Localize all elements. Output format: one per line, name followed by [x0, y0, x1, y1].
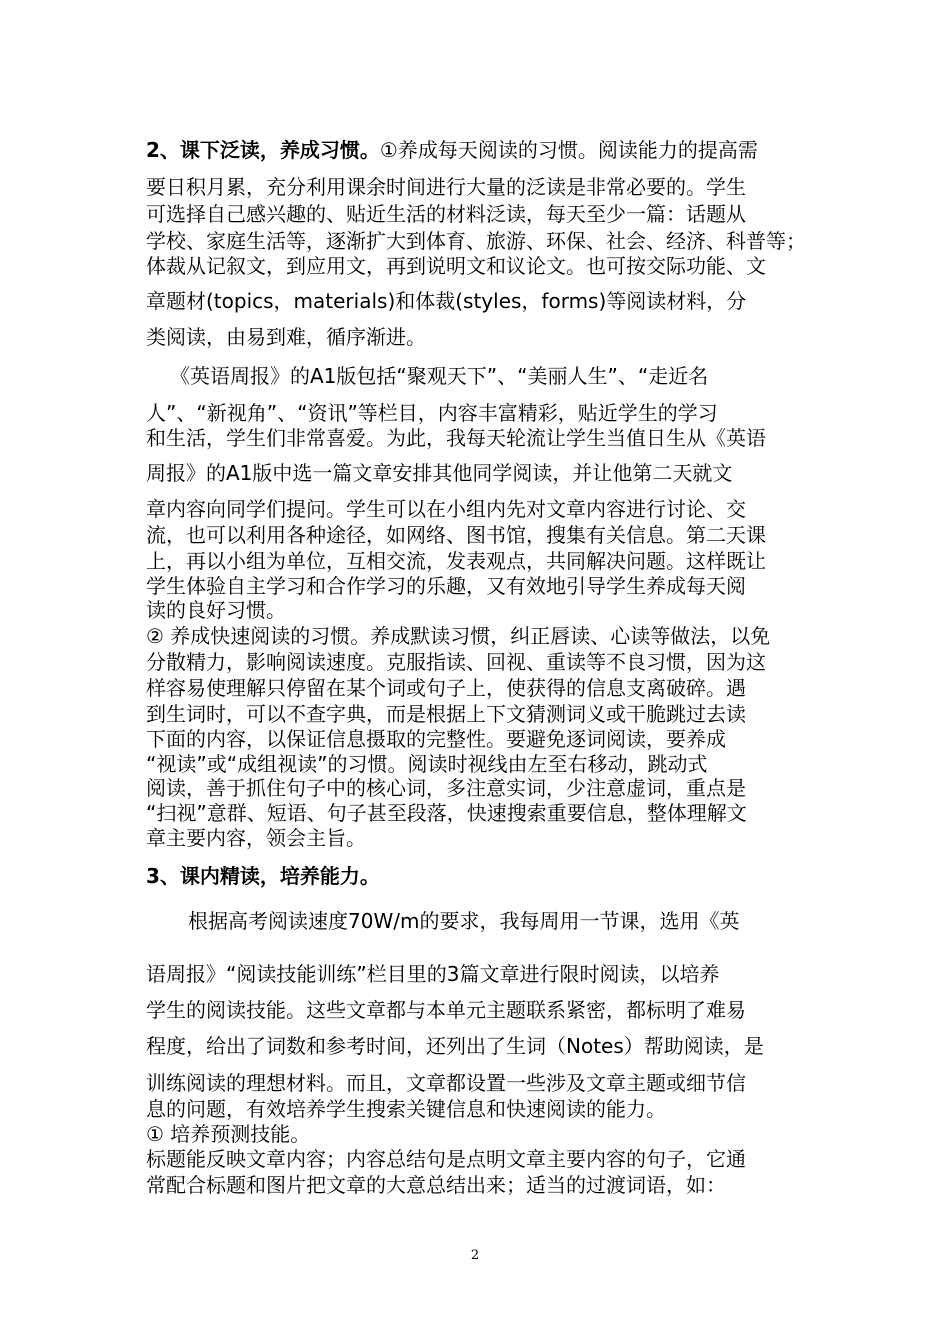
text-line: 下面的内容，以保证信息摄取的完整性。要避免逐词阅读，要养成	[146, 727, 726, 751]
text-line: 流，也可以利用各种途径，如网络、图书馆，搜集有关信息。第二天课	[146, 523, 766, 547]
text-line: 要日积月累，充分利用课余时间进行大量的泛读是非常必要的。学生	[146, 175, 746, 199]
text-line: 人”、“新视角”、“资讯”等栏目，内容丰富精彩，贴近学生的学习	[146, 401, 718, 425]
text-line: 学生体验自主学习和合作学习的乐趣，又有效地引导学生养成每天阅	[146, 574, 746, 598]
text-line: 常配合标题和图片把文章的大意总结出来；适当的过渡词语，如：	[146, 1173, 726, 1197]
page-number: 2	[470, 1248, 480, 1263]
text-line: 和生活，学生们非常喜爱。为此，我每天轮流让学生当值日生从《英语	[146, 426, 766, 450]
text-line: 语周报》“阅读技能训练”栏目里的3篇文章进行限时阅读，以培养	[146, 962, 720, 986]
text-line: 体裁从记叙文，到应用文，再到说明文和议论文。也可按交际功能、文	[146, 254, 766, 278]
text-line: “视读”或“成组视读”的习惯。阅读时视线由左至右移动，跳动式	[146, 752, 708, 776]
text-span: ①养成每天阅读的习惯。阅读能力的提高需	[379, 138, 758, 162]
text-line: 学校、家庭生活等，逐渐扩大到体育、旅游、环保、社会、经济、科普等；	[146, 229, 806, 253]
text-line: 根据高考阅读速度70W/m的要求，我每周用一节课，选用《英	[188, 909, 740, 933]
text-line: 周报》的A1版中选一篇文章安排其他同学阅读，并让他第二天就文	[146, 461, 733, 485]
text-line: 章内容向同学们提问。学生可以在小组内先对文章内容进行讨论、交	[146, 497, 746, 521]
text-line: 章题材(topics，materials)和体裁(styles，forms)等阅读材料，分	[146, 289, 747, 313]
section-heading: 3、课内精读，培养能力。	[146, 864, 380, 888]
text-line: 类阅读，由易到难，循序渐进。	[146, 325, 426, 349]
text-line: 可选择自己感兴趣的、贴近生活的材料泛读，每天至少一篇：话题从	[146, 202, 746, 226]
text-line: 到生词时，可以不查字典，而是根据上下文猜测词义或干脆跳过去读	[146, 702, 746, 726]
text-line: 章主要内容，领会主旨。	[146, 826, 366, 850]
text-line: 阅读，善于抓住句子中的核心词，多注意实词，少注意虚词，重点是	[146, 776, 746, 800]
text-line: 《英语周报》的A1版包括“聚观天下”、“美丽人生”、“走近名	[170, 364, 709, 388]
text-line: ② 养成快速阅读的习惯。养成默读习惯，纠正唇读、心读等做法，以免	[146, 624, 771, 648]
text-line: 上，再以小组为单位，互相交流，发表观点，共同解决问题。这样既让	[146, 549, 766, 573]
text-line: 标题能反映文章内容；内容总结句是点明文章主要内容的句子，它通	[146, 1147, 746, 1171]
text-line: 学生的阅读技能。这些文章都与本单元主题联系紧密，都标明了难易	[146, 998, 746, 1022]
text-line: 样容易使理解只停留在某个词或句子上，使获得的信息支离破碎。遇	[146, 676, 746, 700]
text-line: ① 培养预测技能。	[146, 1122, 311, 1146]
section-heading: 2、课下泛读，养成习惯。	[146, 138, 380, 162]
text-line: 息的问题，有效培养学生搜索关键信息和快速阅读的能力。	[146, 1097, 666, 1121]
text-line: 程度，给出了词数和参考时间，还列出了生词（Notes）帮助阅读，是	[146, 1034, 764, 1058]
text-line	[146, 138, 816, 162]
text-line: 训练阅读的理想材料。而且，文章都设置一些涉及文章主题或细节信	[146, 1071, 746, 1095]
text-line: “扫视”意群、短语、句子甚至段落，快速搜索重要信息，整体理解文	[146, 801, 747, 825]
text-line: 读的良好习惯。	[146, 598, 286, 622]
text-line: 分散精力，影响阅读速度。克服指读、回视、重读等不良习惯，因为这	[146, 650, 766, 674]
